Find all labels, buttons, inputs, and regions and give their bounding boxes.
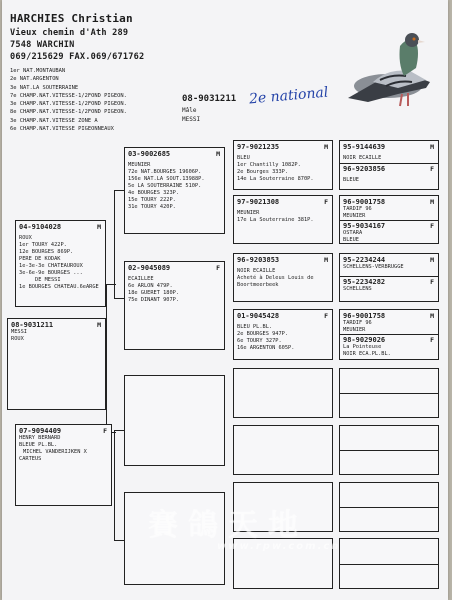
sire-sire-sex: M	[216, 150, 220, 158]
ancestor-line: 2e Bourges 333P.	[237, 169, 289, 175]
ancestor-sex: F	[430, 278, 434, 286]
ancestor-pair-box	[339, 253, 439, 302]
ancestor-line: 1er Chantilly 1082P.	[237, 162, 301, 168]
dam-line: CARTEUS	[19, 456, 42, 462]
result-line: 6e CHAMP.NAT.VITESSE PIGEONNEAUX	[10, 126, 114, 133]
pigeon-photo	[328, 16, 443, 116]
dam-sex: F	[103, 427, 107, 435]
ancestor-line: MEUNIER	[237, 210, 260, 216]
ancestor-ring: 95-2234244	[343, 256, 386, 264]
child-line: MESSI	[11, 329, 27, 335]
sire-dam-line: 6e ARLON 479P.	[128, 283, 173, 289]
ancestor-sex: F	[430, 222, 434, 230]
sire-sire-line: 156e NAT.LA SOUT.13988P.	[128, 176, 205, 182]
ancestor-line: BLEU	[237, 155, 250, 161]
ancestor-ring: 96-9001758	[343, 312, 386, 320]
ancestor-line: BLEUE	[343, 177, 359, 183]
owner-name: HARCHIES Christian	[10, 12, 133, 25]
result-line: 1er NAT.MONTAUBAN	[10, 68, 66, 74]
watermark-url: www.rpw.com.cn	[217, 541, 341, 552]
sire-dam-line: 18e GUERET 180P.	[128, 290, 180, 296]
sire-ring: 04-9104028	[19, 223, 62, 231]
ancestor-sex: M	[324, 143, 328, 151]
ancestor-line: Acheté à Deleus Louis de	[237, 275, 314, 281]
box-divider	[340, 220, 438, 221]
dam-ring: 07-9094409	[19, 427, 62, 435]
empty-pair-box	[339, 482, 439, 532]
connector-line	[114, 540, 124, 541]
ancestor-line: 2e BOURGES 947P.	[237, 331, 289, 337]
ancestor-line: La Pointeuse	[343, 344, 382, 350]
sire-sire-box	[124, 147, 225, 234]
ancestor-line: NOIR ECAILLE	[343, 155, 382, 161]
ancestor-line: NOIR ECAILLE	[237, 268, 276, 274]
result-line: 2e NAT.ARGENTON	[10, 76, 59, 83]
ancestor-line: Boortmeerbeek	[237, 282, 279, 288]
ancestor-line: TARDIF 96	[343, 320, 372, 326]
subject-box	[7, 318, 106, 410]
owner-phone: 069/215629 FAX.069/671762	[10, 52, 145, 62]
empty-pair-box	[339, 538, 439, 589]
ancestor-sex: F	[430, 165, 434, 173]
sire-dam-line: ECAILLEE	[128, 276, 154, 282]
ancestor-sex: M	[430, 256, 434, 264]
connector-line	[114, 298, 124, 299]
sire-sire-line: 31e TOURY 420P.	[128, 204, 176, 210]
owner-results	[10, 67, 127, 133]
ancestor-line: MEUNIER	[343, 213, 366, 219]
ancestor-pair-box	[339, 140, 439, 190]
ancestor-line: SCHELLENS-VERBRUGGE	[343, 264, 404, 270]
subject-sex: Mâle	[182, 107, 197, 114]
result-line: 3e NAT.LA SOUTERRAINE	[10, 84, 79, 91]
sire-dam-ring: 02-9045089	[128, 264, 171, 272]
child-ring: 08-9031211	[11, 321, 54, 329]
sire-sire-line: MEUNIER	[128, 162, 151, 168]
dam-line: BLEUE PL.BL.	[19, 442, 58, 448]
result-line: 3e CHAMP.NAT.VITESSE-1/2FOND PIGEON.	[10, 101, 127, 108]
ancestor-pair-box	[339, 195, 439, 244]
ancestor-line: TARDIF 96	[343, 206, 372, 212]
connector-line	[114, 430, 124, 431]
sire-line: 1er TOURY 422P.	[19, 242, 67, 248]
ancestor-line: NOIR ECA.PL.BL.	[343, 351, 391, 357]
dam-line: MICHEL VANDERIJKEN X	[23, 449, 87, 455]
dam-box	[15, 424, 112, 506]
sire-line: 1e-3e-3e CHATEAUROUX	[19, 263, 83, 269]
ancestor-ring: 95-2234282	[343, 278, 386, 286]
ancestor-line: 17e La Souterraine 381P.	[237, 217, 314, 223]
ancestor-sex: M	[430, 143, 434, 151]
sire-dam-line: 75e DINANT 907P.	[128, 297, 180, 303]
sire-line: 12e BOURGES 869P.	[19, 249, 74, 255]
empty-box	[124, 375, 225, 466]
ancestor-ring: 96-9203853	[237, 256, 280, 264]
ancestor-ring: 97-9021308	[237, 198, 280, 206]
ancestor-sex: F	[324, 312, 328, 320]
dam-line: HENRY BERNARD	[19, 435, 61, 441]
sire-sire-line: 5e LA SOUTERRAINE 510P.	[128, 183, 202, 189]
ancestor-ring: 97-9021235	[237, 143, 280, 151]
ancestor-sex: F	[324, 198, 328, 206]
ancestor-line: 14e La Souterraine 870P.	[237, 176, 314, 182]
sire-dam-sex: F	[216, 264, 220, 272]
sire-sire-line: 72e NAT.BOURGES 19606P.	[128, 169, 202, 175]
ancestor-ring: 98-9029026	[343, 336, 386, 344]
sire-line: 3e-6e-9e BOURGES ...	[19, 270, 83, 276]
sire-line: ROUX	[19, 235, 32, 241]
box-divider	[340, 276, 438, 277]
ancestor-ring: 96-9203856	[343, 165, 386, 173]
ancestor-line: 6e TOURY 327P.	[237, 338, 282, 344]
ancestor-sex: M	[430, 198, 434, 206]
ancestor-line: BLEUE	[343, 237, 359, 243]
ancestor-box	[233, 253, 333, 302]
ancestor-ring: 95-9034167	[343, 222, 386, 230]
empty-box	[233, 425, 333, 475]
sire-line: 1e BOURGES CHATEAU.6eARGE	[19, 284, 99, 290]
subject-ring: 08-9031211	[182, 94, 237, 104]
ancestor-box	[233, 309, 333, 360]
sire-dam-box	[124, 261, 225, 350]
box-divider	[340, 163, 438, 164]
sire-sire-line: 15e TOURY 222P.	[128, 197, 176, 203]
ancestor-ring: 96-9001758	[343, 198, 386, 206]
ancestor-ring: 01-9045428	[237, 312, 280, 320]
ancestor-line: 16e ARGENTON 605P.	[237, 345, 295, 351]
subject-handwritten-note: 2e national	[248, 84, 329, 108]
result-line: 3e CHAMP.NAT.VITESSE ZONE A	[10, 117, 98, 124]
result-line: 7e CHAMP.NAT.VITESSE-1/2FOND PIGEON.	[10, 92, 127, 99]
child-line: ROUX	[11, 336, 24, 342]
connector-line	[114, 190, 124, 191]
sire-box	[15, 220, 106, 307]
result-line: 8e CHAMP.NAT.VITESSE-1/2FOND PIGEON.	[10, 109, 127, 116]
child-sex: M	[97, 321, 101, 329]
subject-name: MESSI	[182, 116, 201, 123]
owner-city: 7548 WARCHIN	[10, 40, 75, 50]
ancestor-sex: M	[324, 256, 328, 264]
connector-line	[114, 190, 115, 298]
ancestor-box	[233, 195, 333, 244]
ancestor-line: BLEU PL.BL.	[237, 324, 273, 330]
sire-line: DE MESSI	[35, 277, 61, 283]
sire-sire-ring: 03-9002685	[128, 150, 171, 158]
ancestor-box	[233, 140, 333, 190]
ancestor-sex: M	[430, 312, 434, 320]
connector-line	[114, 430, 115, 540]
owner-street: Vieux chemin d'Ath 289	[10, 28, 129, 38]
watermark-title: 賽鴿天地	[148, 508, 308, 543]
ancestor-ring: 95-9144639	[343, 143, 386, 151]
ancestor-line: MEUNIER	[343, 327, 366, 333]
ancestor-line: SCHELLENS	[343, 286, 372, 292]
ancestor-pair-box	[339, 309, 439, 360]
box-divider	[340, 334, 438, 335]
sire-line: PERE DE KODAK	[19, 256, 61, 262]
pedigree-sheet	[2, 0, 448, 600]
ancestor-sex: F	[430, 336, 434, 344]
connector-line	[106, 284, 107, 432]
empty-box	[233, 368, 333, 418]
sire-sex: M	[97, 223, 101, 231]
empty-pair-box	[339, 425, 439, 475]
ancestor-line: OSTARA	[343, 230, 363, 236]
sire-sire-line: 4e BOURGES 323P.	[128, 190, 180, 196]
empty-pair-box	[339, 368, 439, 418]
